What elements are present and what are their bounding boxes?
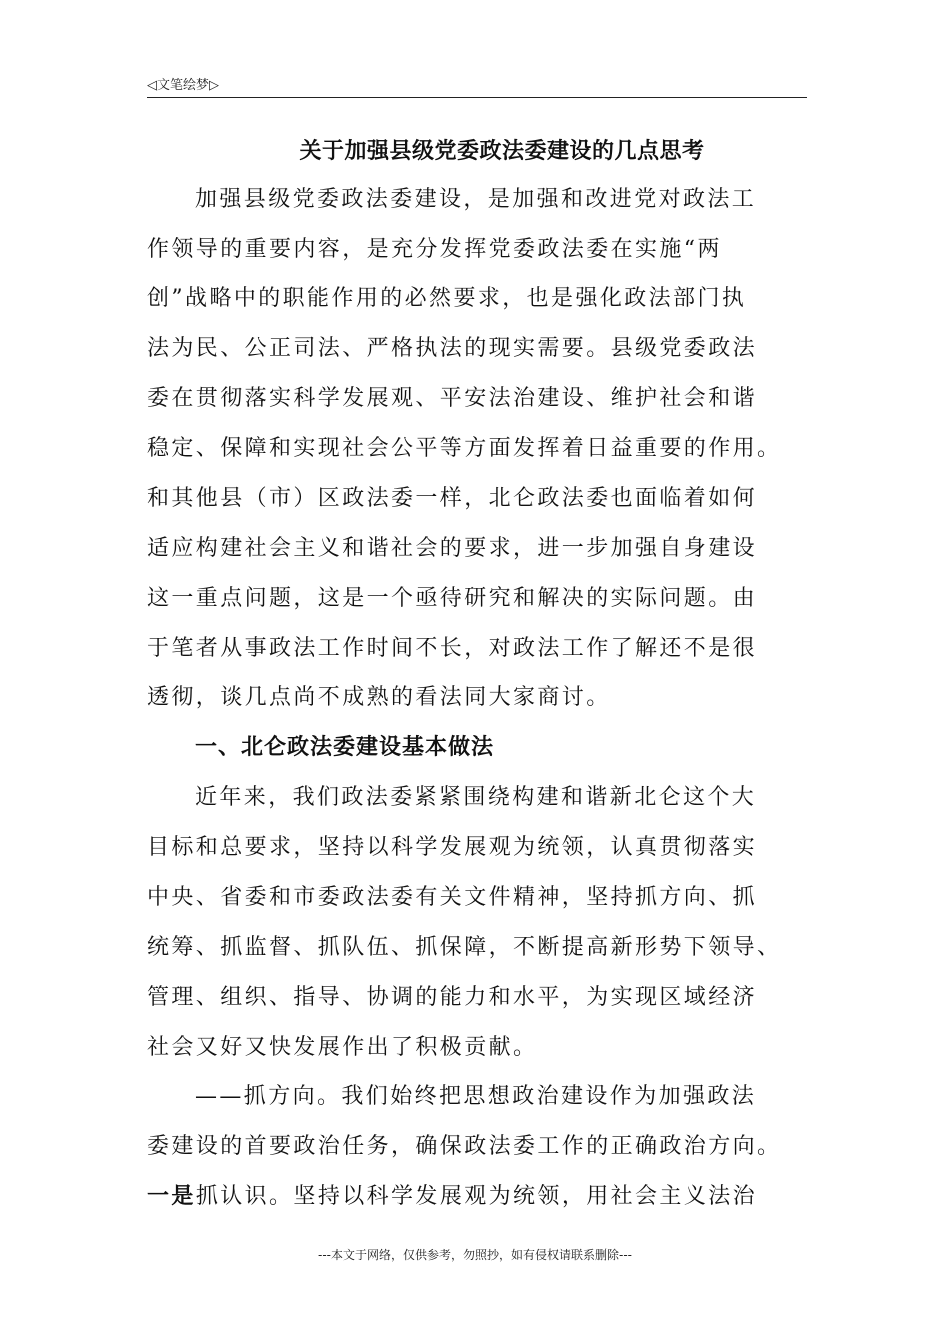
- header-label: ◁文笔绘梦▷: [147, 78, 219, 93]
- paragraph2-line: 近年来，我们政法委紧紧围绕构建和谐新北仑这个大: [195, 785, 757, 810]
- paragraph1-line: 作领导的重要内容，是充分发挥党委政法委在实施“两: [147, 237, 722, 262]
- header-divider: [147, 97, 807, 98]
- paragraph1-line: 透彻，谈几点尚不成熟的看法同大家商讨。: [147, 685, 611, 710]
- paragraph1-line: 委在贯彻落实科学发展观、平安法治建设、维护社会和谐: [147, 386, 758, 411]
- paragraph3-line: ——抓方向。我们始终把思想政治建设作为加强政法: [195, 1084, 757, 1109]
- paragraph1-line: 法为民、公正司法、严格执法的现实需要。县级党委政法: [147, 336, 758, 361]
- paragraph1-line: 稳定、保障和实现社会公平等方面发挥着日益重要的作用。: [147, 436, 782, 461]
- footer-disclaimer: ---本文于网络，仅供参考，勿照抄，如有侵权请联系删除---: [318, 1248, 632, 1262]
- paragraph2-line: 社会又好又快发展作出了积极贡献。: [147, 1035, 538, 1060]
- paragraph1-line: 适应构建社会主义和谐社会的要求，进一步加强自身建设: [147, 536, 758, 561]
- point-text: 抓认识。坚持以科学发展观为统领，用社会主义法治: [195, 1184, 758, 1209]
- section-heading: 一、北仑政法委建设基本做法: [195, 735, 495, 760]
- paragraph4-line: [147, 1182, 757, 1212]
- paragraph1-line: 创”战略中的职能作用的必然要求，也是强化政法部门执: [147, 286, 747, 311]
- paragraph2-line: 目标和总要求，坚持以科学发展观为统领，认真贯彻落实: [147, 835, 758, 860]
- point-lead: 一是: [147, 1184, 196, 1209]
- paragraph1-line: 和其他县（市）区政法委一样，北仑政法委也面临着如何: [147, 486, 758, 511]
- paragraph2-line: 中央、省委和市委政法委有关文件精神，坚持抓方向、抓: [147, 885, 758, 910]
- paragraph1-line: 加强县级党委政法委建设，是加强和改进党对政法工: [195, 187, 757, 212]
- document-title: 关于加强县级党委政法委建设的几点思考: [299, 139, 705, 164]
- paragraph1-line: 这一重点问题，这是一个亟待研究和解决的实际问题。由: [147, 586, 758, 611]
- paragraph2-line: 管理、组织、指导、协调的能力和水平，为实现区域经济: [147, 985, 758, 1010]
- paragraph2-line: 统筹、抓监督、抓队伍、抓保障，不断提高新形势下领导、: [147, 935, 782, 960]
- paragraph1-line: 于笔者从事政法工作时间不长，对政法工作了解还不是很: [147, 636, 758, 661]
- paragraph3-line: 委建设的首要政治任务，确保政法委工作的正确政治方向。: [147, 1134, 782, 1159]
